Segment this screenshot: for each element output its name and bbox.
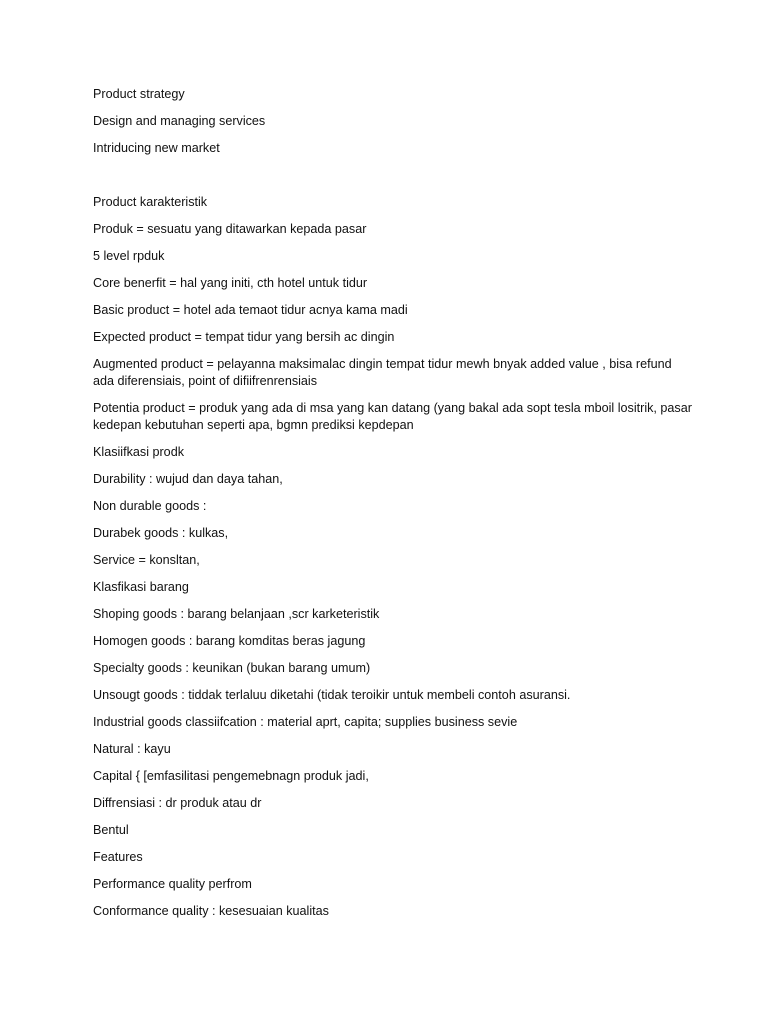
text-line: Produk = sesuatu yang ditawarkan kepada pasar: [93, 222, 367, 236]
text-line: Unsougt goods : tiddak terlaluu diketahi (tidak teroikir untuk membeli contoh asuransi.: [93, 688, 571, 702]
text-line: Diffrensiasi : dr produk atau dr: [93, 796, 262, 810]
text-line: Durabek goods : kulkas,: [93, 526, 229, 540]
text-line: Features: [93, 850, 143, 864]
text-line: Klasiifkasi prodk: [93, 445, 184, 459]
text-line: Shoping goods : barang belanjaan ,scr karketeristik: [93, 607, 380, 621]
text-line: Natural : kayu: [93, 742, 171, 756]
text-line: Capital { [emfasilitasi pengemebnagn produk jadi,: [93, 769, 369, 783]
text-line: Product strategy: [93, 87, 185, 101]
text-line: 5 level rpduk: [93, 249, 165, 263]
text-paragraph: Potentia product = produk yang ada di msa yang kan datang (yang bakal ada sopt tesla mboil lositrik, pasar kedepan kebutuhan seperti apa, bgmn prediksi kepdepan: [93, 401, 692, 432]
text-line: Core benerfit = hal yang initi, cth hotel untuk tidur: [93, 276, 368, 290]
text-line: Performance quality perfrom: [93, 877, 252, 891]
text-line: Service = konsltan,: [93, 553, 200, 567]
text-line: Expected product = tempat tidur yang bersih ac dingin: [93, 330, 395, 344]
text-line: Durability : wujud dan daya tahan,: [93, 472, 283, 486]
text-line: Klasfikasi barang: [93, 580, 189, 594]
text-line: Bentul: [93, 823, 129, 837]
text-paragraph: Augmented product = pelayanna maksimalac dingin tempat tidur mewh bnyak added value , bisa refund ada diferensiais, point of difiifrenrensiais: [93, 357, 672, 388]
text-line: Homogen goods : barang komditas beras jagung: [93, 634, 366, 648]
text-line: Basic product = hotel ada temaot tidur acnya kama madi: [93, 303, 408, 317]
document-body: [93, 86, 693, 930]
blank-line: [93, 167, 693, 184]
text-line: Non durable goods :: [93, 499, 207, 513]
text-line: Specialty goods : keunikan (bukan barang umum): [93, 661, 371, 675]
text-line: Industrial goods classiifcation : material aprt, capita; supplies business sevie: [93, 715, 518, 729]
text-line: Design and managing services: [93, 114, 266, 128]
text-line: Product karakteristik: [93, 195, 208, 209]
text-line: Conformance quality : kesesuaian kualitas: [93, 904, 329, 918]
text-line: Intriducing new market: [93, 141, 220, 155]
